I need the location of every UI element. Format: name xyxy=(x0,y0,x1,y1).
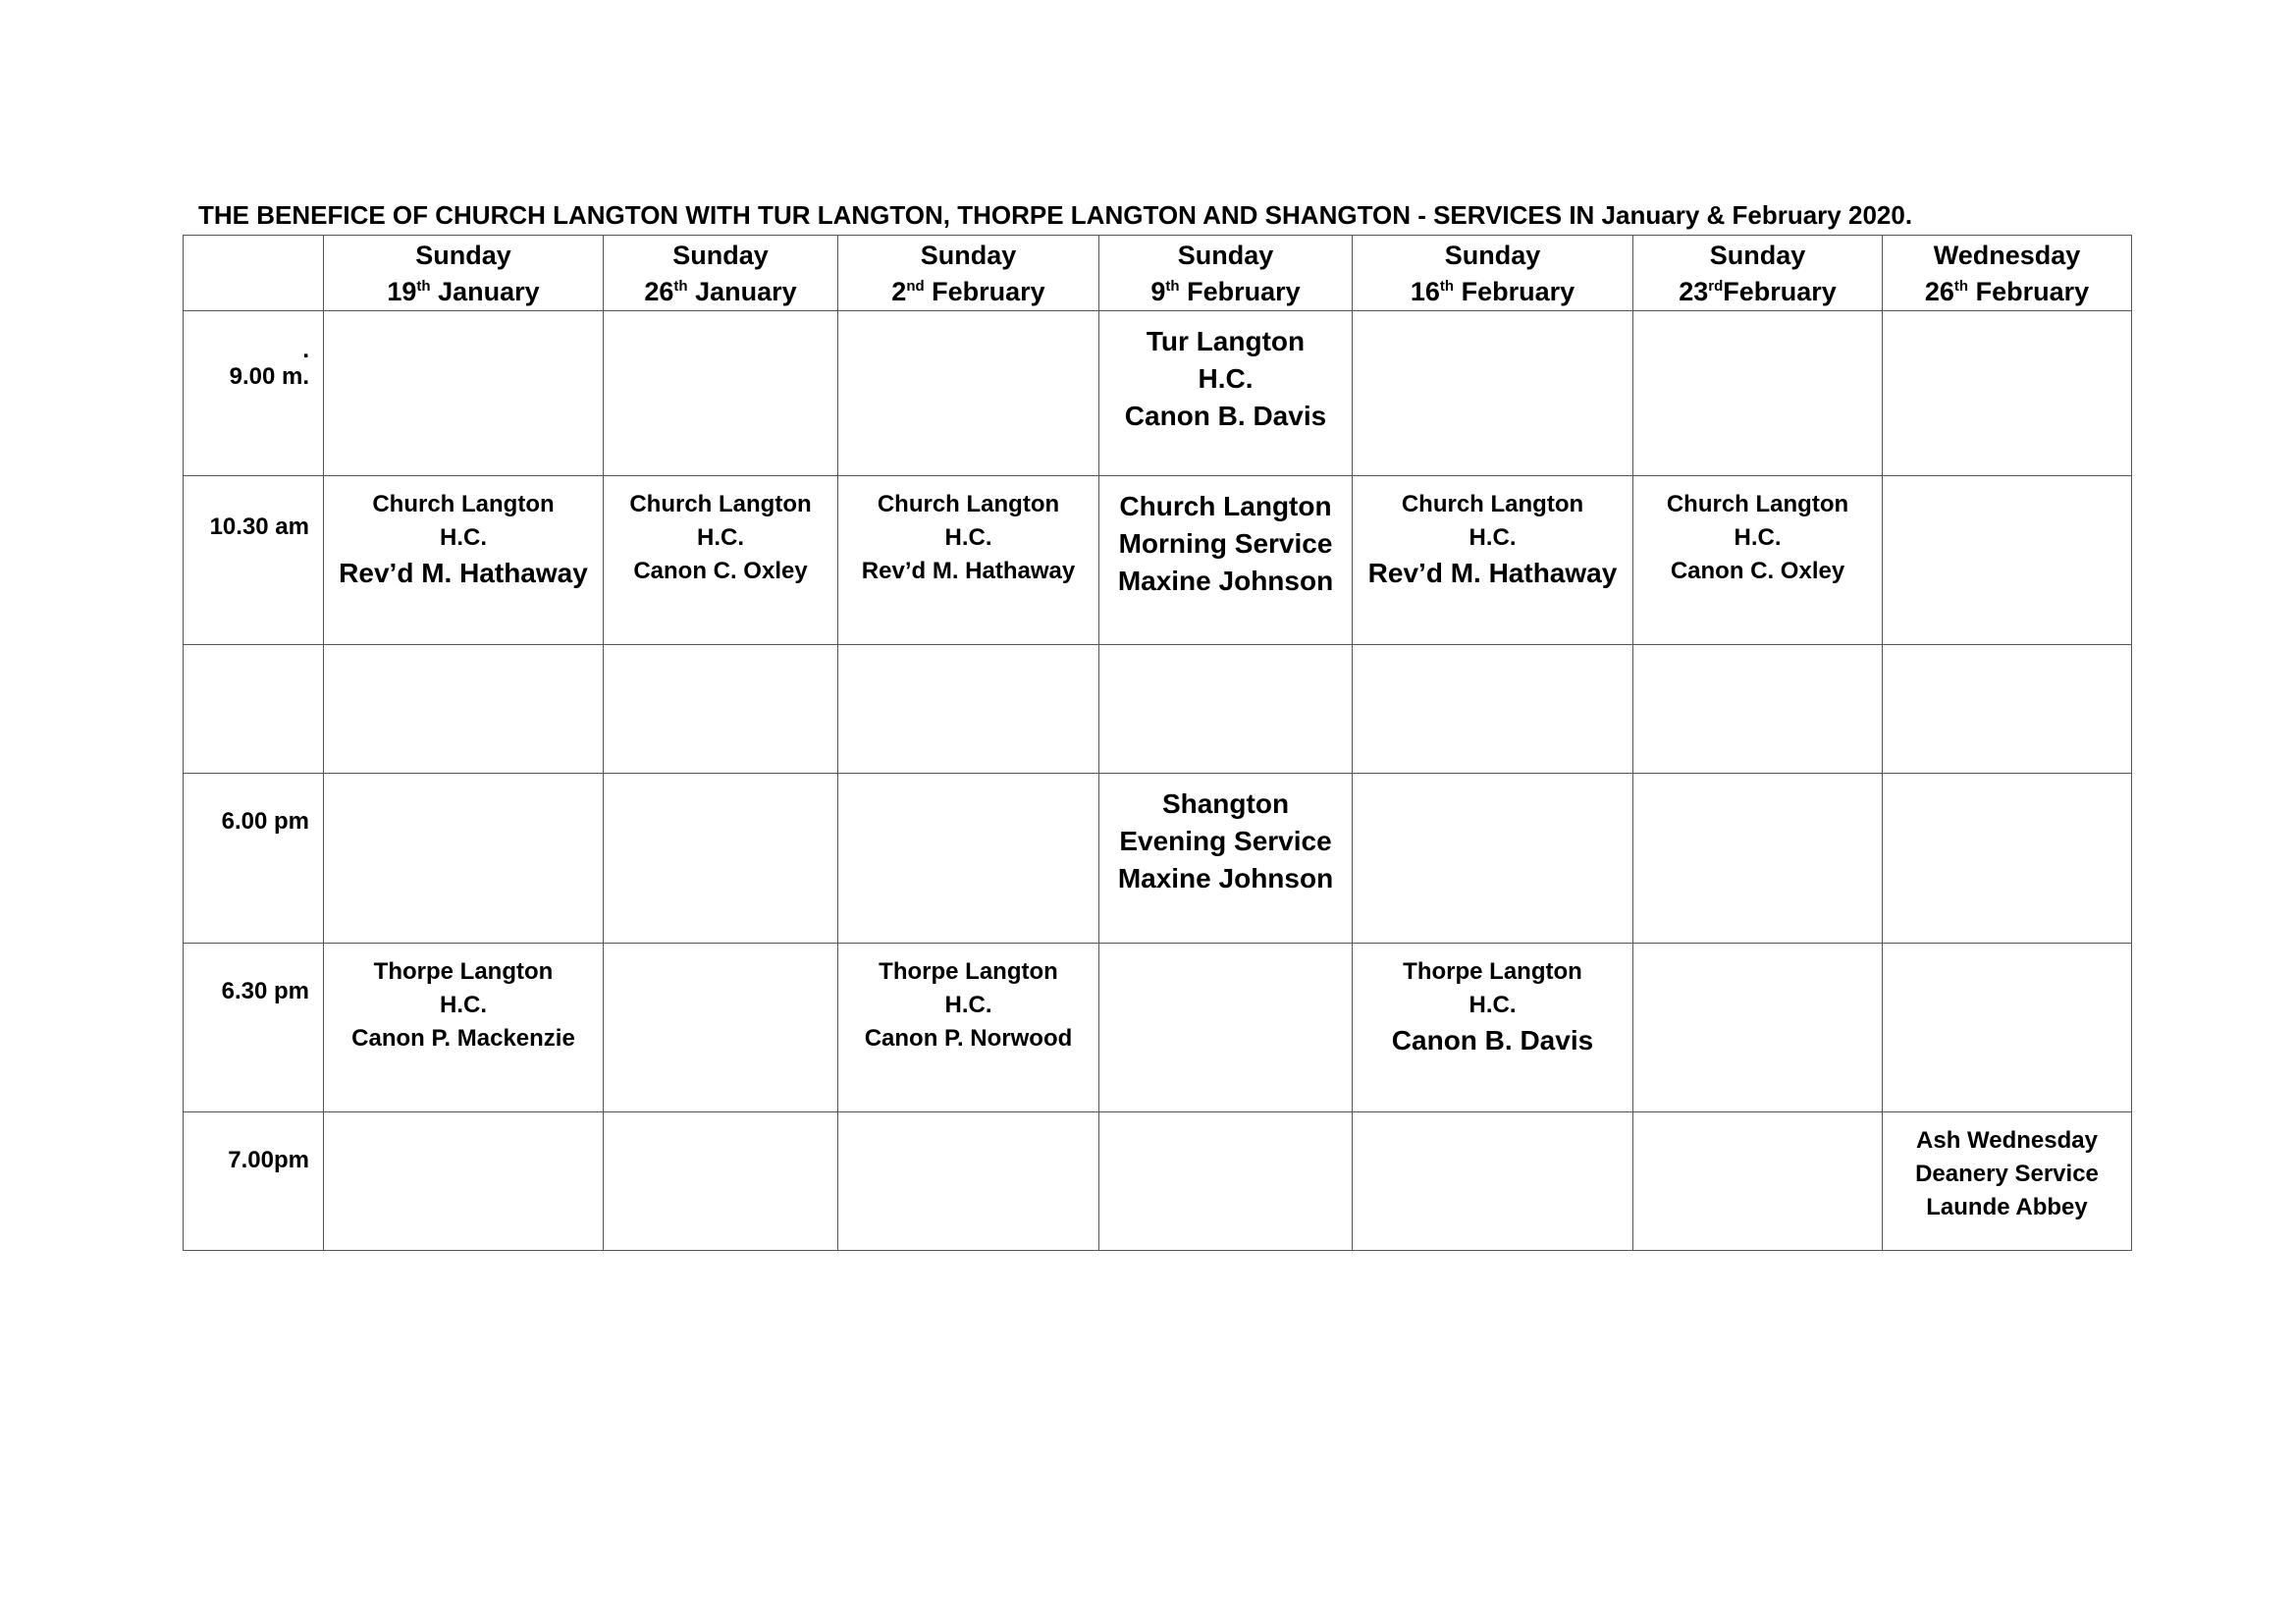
empty-cell xyxy=(1883,476,2132,645)
header-col-6: Sunday 23rdFebruary xyxy=(1633,236,1883,311)
service-cell: Ash Wednesday Deanery Service Launde Abbey xyxy=(1883,1112,2132,1251)
service-cell: Church Langton H.C. Rev’d M. Hathaway xyxy=(324,476,604,645)
service-cell: Church Langton H.C. Canon C. Oxley xyxy=(604,476,838,645)
empty-cell xyxy=(1099,1112,1353,1251)
empty-cell xyxy=(1353,774,1633,944)
empty-cell xyxy=(838,645,1099,774)
empty-cell xyxy=(1633,1112,1883,1251)
service-cell: Church Langton H.C. Rev’d M. Hathaway xyxy=(1353,476,1633,645)
header-col-1: Sunday 19th January xyxy=(324,236,604,311)
empty-cell xyxy=(324,645,604,774)
header-corner-cell xyxy=(184,236,324,311)
header-col-7: Wednesday 26th February xyxy=(1883,236,2132,311)
header-col-5: Sunday 16th February xyxy=(1353,236,1633,311)
empty-cell xyxy=(324,1112,604,1251)
empty-cell xyxy=(838,774,1099,944)
empty-cell xyxy=(604,944,838,1112)
empty-cell xyxy=(1633,944,1883,1112)
empty-cell xyxy=(1883,645,2132,774)
time-cell: 6.00 pm xyxy=(184,774,324,944)
row-empty xyxy=(184,645,2132,774)
empty-cell xyxy=(1633,311,1883,476)
row-6-00 xyxy=(184,774,2132,944)
empty-cell xyxy=(1353,1112,1633,1251)
empty-cell xyxy=(184,645,324,774)
row-9-00 xyxy=(184,311,2132,476)
service-cell: Church Langton Morning Service Maxine Johnson xyxy=(1099,476,1353,645)
empty-cell xyxy=(1633,774,1883,944)
row-10-30 xyxy=(184,476,2132,645)
header-col-2: Sunday 26th January xyxy=(604,236,838,311)
row-7-00 xyxy=(184,1112,2132,1251)
empty-cell xyxy=(604,774,838,944)
time-label: 9.00 m. xyxy=(229,363,309,390)
stray-dot: . xyxy=(302,337,309,363)
empty-cell xyxy=(1633,645,1883,774)
service-cell: Thorpe Langton H.C. Canon P. Mackenzie xyxy=(324,944,604,1112)
row-6-30 xyxy=(184,944,2132,1112)
header-col-3: Sunday 2nd February xyxy=(838,236,1099,311)
page-title: THE BENEFICE OF CHURCH LANGTON WITH TUR LANGTON, THORPE LANGTON AND SHANGTON - SERVICES IN January & February 2020. xyxy=(198,200,1913,230)
header-col-4: Sunday 9th February xyxy=(1099,236,1353,311)
empty-cell xyxy=(1883,944,2132,1112)
time-cell: 6.30 pm xyxy=(184,944,324,1112)
time-cell: 7.00pm xyxy=(184,1112,324,1251)
service-cell: Church Langton H.C. Rev’d M. Hathaway xyxy=(838,476,1099,645)
empty-cell xyxy=(838,1112,1099,1251)
empty-cell xyxy=(838,311,1099,476)
empty-cell xyxy=(1883,311,2132,476)
empty-cell xyxy=(1099,944,1353,1112)
time-cell: 10.30 am xyxy=(184,476,324,645)
service-cell: Tur Langton H.C. Canon B. Davis xyxy=(1099,311,1353,476)
time-cell xyxy=(184,311,324,476)
empty-cell xyxy=(604,645,838,774)
empty-cell xyxy=(1353,311,1633,476)
empty-cell xyxy=(1883,774,2132,944)
empty-cell xyxy=(604,1112,838,1251)
service-cell: Thorpe Langton H.C. Canon B. Davis xyxy=(1353,944,1633,1112)
services-table xyxy=(183,235,2132,1251)
empty-cell xyxy=(324,774,604,944)
empty-cell xyxy=(324,311,604,476)
service-cell: Shangton Evening Service Maxine Johnson xyxy=(1099,774,1353,944)
service-cell: Thorpe Langton H.C. Canon P. Norwood xyxy=(838,944,1099,1112)
empty-cell xyxy=(1099,645,1353,774)
header-row xyxy=(184,236,2132,311)
service-cell: Church Langton H.C. Canon C. Oxley xyxy=(1633,476,1883,645)
empty-cell xyxy=(1353,645,1633,774)
empty-cell xyxy=(604,311,838,476)
